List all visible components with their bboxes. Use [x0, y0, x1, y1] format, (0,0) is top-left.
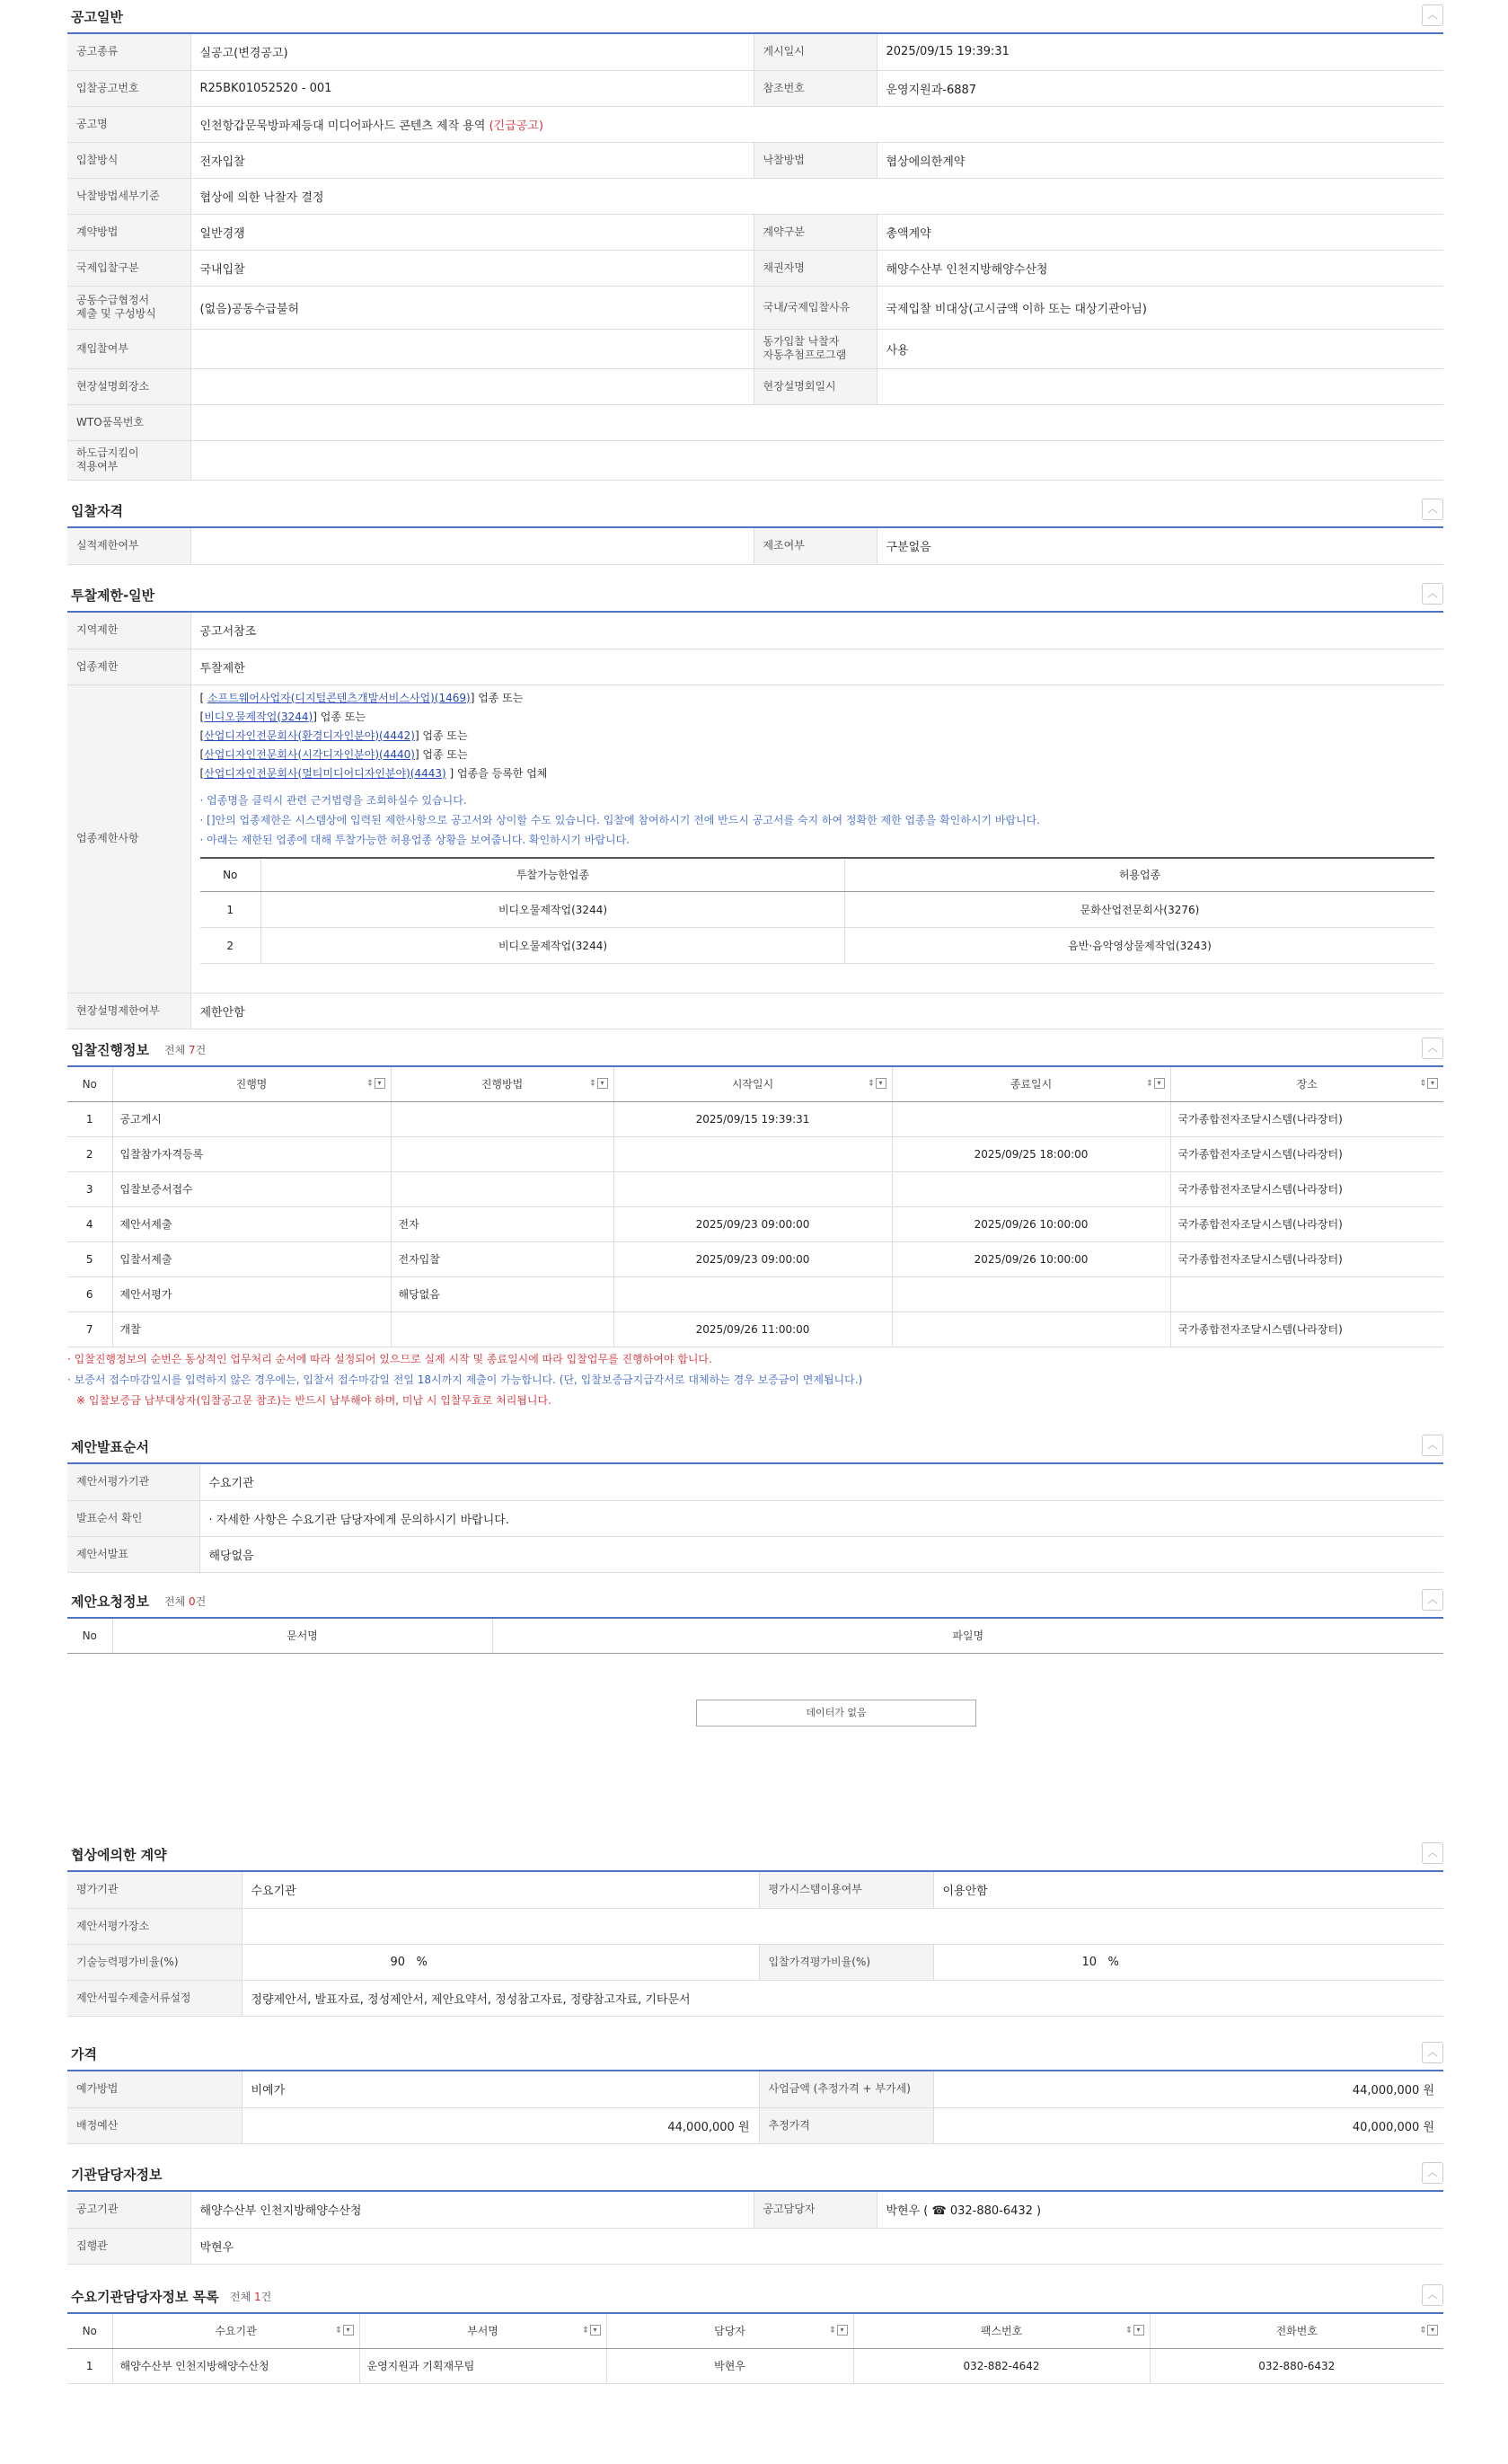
label: 입찰방식 [67, 142, 190, 178]
value: · 자세한 사항은 수요기관 담당자에게 문의하시기 바랍니다. [199, 1500, 1443, 1536]
section-title: 제안발표순서 [71, 1439, 149, 1455]
label: 평가시스템이용여부 [759, 1872, 933, 1908]
cell: 입찰보증서접수 [112, 1171, 391, 1206]
value: 이용안함 [933, 1872, 1443, 1908]
header-label: 장소 [1296, 1078, 1318, 1091]
column-header-sortable[interactable] [892, 1067, 1170, 1101]
value: 해양수산부 인천지방해양수산청 [877, 250, 1443, 286]
value [877, 368, 1443, 404]
section-title: 입찰진행정보 [71, 1042, 149, 1058]
section-presentation [67, 1428, 1443, 1573]
cell: 입찰참가자격등록 [112, 1136, 391, 1171]
label: 업종제한 [67, 649, 190, 684]
label: 실적제한여부 [67, 528, 190, 564]
cell: 비디오물제작업(3244) [261, 928, 845, 964]
label: 참조번호 [754, 70, 877, 106]
cell [892, 1276, 1170, 1311]
note: ※ 입찰보증금 납부대상자(입찰공고문 참조)는 반드시 납부해야 하며, 미납 시 입찰무효로 처리됩니다. [76, 1393, 551, 1407]
cell: 음반·음악영상물제작업(3243) [845, 928, 1435, 964]
sort-icon[interactable]: ⇕ ▾ [335, 2325, 354, 2336]
cell: 국가종합전자조달시스템(나라장터) [1170, 1241, 1443, 1276]
sort-icon[interactable]: ⇕ ▾ [1419, 2325, 1438, 2336]
count-number: 0 [189, 1595, 196, 1608]
cell: 공고게시 [112, 1101, 391, 1136]
count-prefix: 전체 [164, 1044, 189, 1056]
cell: 운영지원과 기획재무팀 [359, 2348, 606, 2383]
bracket: [ [199, 729, 205, 742]
section-title: 투찰제한-일반 [71, 587, 155, 604]
sort-icon[interactable]: ⇕ ▾ [1125, 2325, 1144, 2336]
sort-icon[interactable]: ⇕ ▾ [366, 1078, 385, 1089]
count-prefix: 전체 [164, 1595, 189, 1608]
sort-icon[interactable]: ⇕ ▾ [582, 2325, 601, 2336]
chevron-up-icon[interactable]: ︿ [1422, 1038, 1443, 1059]
label: 현장설명제한여부 [67, 993, 190, 1029]
cell: 제안서제출 [112, 1206, 391, 1241]
section-title: 입찰자격 [71, 503, 123, 519]
value: 실공고(변경공고) [190, 34, 754, 70]
label: 현장설명회장소 [67, 368, 190, 404]
header-label: 부서명 [467, 2325, 498, 2338]
label: 입찰공고번호 [67, 70, 190, 106]
notice-name [190, 106, 1443, 142]
label: 사업금액 (추정가격 + 부가세) [759, 2071, 933, 2107]
no-data-message: 데이터가 없음 [696, 1700, 976, 1727]
industry-line [200, 746, 1435, 764]
section-title: 제안요청정보 [71, 1594, 149, 1610]
value: 국제입찰 비대상(고시금액 이하 또는 대상기관아님) [877, 286, 1443, 329]
header-label: 팩스번호 [980, 2325, 1023, 2338]
allowed-industry-table [200, 857, 1435, 965]
cell [613, 1171, 892, 1206]
proposal-table [67, 1619, 1443, 1654]
column-header-sortable[interactable] [606, 2314, 853, 2348]
sort-icon[interactable]: ⇕ ▾ [589, 1078, 608, 1089]
chevron-up-icon[interactable]: ︿ [1422, 1842, 1443, 1864]
section-title: 기관담당자정보 [71, 2167, 163, 2183]
total-count [230, 2289, 271, 2304]
note-text: 아래는 제한된 업종에 대해 투찰가능한 허용업종 상황을 보여줍니다. 확인하시기 바랍니다. [207, 833, 631, 846]
chevron-up-icon[interactable]: ︿ [1422, 4, 1443, 26]
contact-value: 박현우 ( ☎ 032-880-6432 ) [877, 2192, 1443, 2228]
column-header-sortable[interactable] [112, 2314, 359, 2348]
label: 제안서평가장소 [67, 1908, 242, 1944]
sort-icon[interactable]: ⇕ ▾ [829, 2325, 848, 2336]
value: 정량제안서, 발표자료, 정성제안서, 제안요약서, 정성참고자료, 정량참고자료, 기타문서 [242, 1980, 1443, 2016]
table-row [67, 1101, 1443, 1136]
value: 협상에 의한 낙찰자 결정 [190, 178, 1443, 214]
value: 해당없음 [199, 1536, 1443, 1572]
value: 2025/09/15 19:39:31 [877, 34, 1443, 70]
value: 44,000,000 원 [933, 2071, 1443, 2107]
value: 전자입찰 [190, 142, 754, 178]
chevron-up-icon[interactable]: ︿ [1422, 2284, 1443, 2306]
urgent-badge: (긴급공고) [489, 119, 543, 133]
cell [1170, 1276, 1443, 1311]
value-percent [242, 1944, 759, 1980]
column-header: No [200, 858, 261, 892]
section-proposal-request [67, 1583, 1443, 1834]
table-row [67, 1241, 1443, 1276]
label: 국제입찰구분 [67, 250, 190, 286]
value: (없음)공동수급불허 [190, 286, 754, 329]
value [190, 528, 754, 564]
cell: 2025/09/15 19:39:31 [613, 1101, 892, 1136]
bracket: [ [199, 710, 205, 723]
industry-line [200, 689, 1435, 708]
cell: 국가종합전자조달시스템(나라장터) [1170, 1136, 1443, 1171]
label: 추정가격 [759, 2107, 933, 2143]
cell [391, 1136, 613, 1171]
chevron-up-icon[interactable]: ︿ [1422, 499, 1443, 520]
industry-link[interactable]: 소프트웨어사업자(디지털콘텐츠개발서비스사업)(1469) [207, 691, 471, 704]
column-header-sortable[interactable] [1150, 2314, 1443, 2348]
chevron-up-icon[interactable]: ︿ [1422, 1435, 1443, 1456]
industry-link[interactable]: 산업디자인전문회사(환경디자인분야)(4442) [204, 729, 415, 742]
percent-value: 90 [390, 1955, 406, 1969]
sort-icon[interactable]: ⇕ ▾ [868, 1078, 886, 1089]
label: 제안서평가기관 [67, 1464, 199, 1500]
cell: 2025/09/26 10:00:00 [892, 1241, 1170, 1276]
cell: 해당없음 [391, 1276, 613, 1311]
chevron-up-icon[interactable]: ︿ [1422, 1589, 1443, 1611]
label: 채권자명 [754, 250, 877, 286]
cell: 국가종합전자조달시스템(나라장터) [1170, 1171, 1443, 1206]
cell: 2025/09/23 09:00:00 [613, 1206, 892, 1241]
count-number: 7 [189, 1044, 196, 1056]
cell: 국가종합전자조달시스템(나라장터) [1170, 1311, 1443, 1347]
sort-icon[interactable]: ⇕ ▾ [1146, 1078, 1165, 1089]
value: 수요기관 [242, 1872, 759, 1908]
section-title: 협상에의한 계약 [71, 1847, 167, 1863]
cell: 1 [67, 1101, 112, 1136]
note-text: 업종명을 클릭시 관련 근거법령을 조회하실수 있습니다. [207, 793, 467, 807]
suffix: ] 업종 또는 [313, 710, 366, 723]
count-prefix: 전체 [230, 2291, 254, 2303]
cell [391, 1101, 613, 1136]
cell: 해양수산부 인천지방해양수산청 [112, 2348, 359, 2383]
industry-line [200, 727, 1435, 746]
cell: 3 [67, 1171, 112, 1206]
value: 44,000,000 원 [242, 2107, 759, 2143]
section-qualification [67, 492, 1443, 565]
cell: 문화산업전문회사(3276) [845, 892, 1435, 928]
value: 국내입찰 [190, 250, 754, 286]
column-header-sortable[interactable] [359, 2314, 606, 2348]
cell: 2025/09/26 11:00:00 [613, 1311, 892, 1347]
notice-title: 인천항갑문묵방파제등대 미디어파사드 콘텐츠 제작 용역 [199, 119, 486, 133]
label: 공고명 [67, 106, 190, 142]
bracket: [ [199, 766, 205, 780]
label: 공동수급협정서 제출 및 구성방식 [67, 286, 190, 329]
cell: 1 [200, 892, 261, 928]
negotiation-table [67, 1872, 1443, 2017]
header-label: 진행명 [235, 1078, 268, 1091]
section-general [67, 0, 1443, 481]
table-row [67, 2348, 1443, 2383]
count-suffix: 건 [195, 1595, 207, 1608]
cell [613, 1276, 892, 1311]
value: 투찰제한 [190, 649, 1443, 684]
cell: 2025/09/26 10:00:00 [892, 1206, 1170, 1241]
cell: 032-880-6432 [1150, 2348, 1443, 2383]
label: 계약방법 [67, 214, 190, 250]
header-label: 진행방법 [481, 1078, 524, 1091]
label: 발표순서 확인 [67, 1500, 199, 1536]
percent-unit: % [416, 1955, 428, 1969]
column-header: No [67, 1067, 112, 1101]
value: 협상에의한계약 [877, 142, 1443, 178]
cell [892, 1101, 1170, 1136]
table-row [67, 1311, 1443, 1347]
label: 지역제한 [67, 613, 190, 649]
label: WTO품목번호 [67, 404, 190, 440]
value: 제한안함 [190, 993, 1443, 1029]
column-header-sortable[interactable] [1170, 1067, 1443, 1101]
bracket: [ [199, 691, 207, 704]
label: 공고담당자 [754, 2192, 877, 2228]
value: 공고서참조 [190, 613, 1443, 649]
restriction-table [67, 613, 1443, 1029]
cell: 1 [67, 2348, 112, 2383]
presentation-table [67, 1464, 1443, 1573]
header-label: 종료일시 [1010, 1078, 1053, 1091]
section-restriction [67, 577, 1443, 1029]
cell: 032-882-4642 [853, 2348, 1150, 2383]
column-header-sortable[interactable] [853, 2314, 1150, 2348]
label: 낙찰방법세부기준 [67, 178, 190, 214]
total-count [164, 1042, 206, 1057]
column-header: 파일명 [492, 1619, 1443, 1653]
label: 제조여부 [754, 528, 877, 564]
industry-detail [190, 684, 1443, 993]
cell [391, 1311, 613, 1347]
label: 집행관 [67, 2228, 190, 2264]
industry-link[interactable]: 비디오물제작업(3244) [204, 710, 313, 723]
restriction-notes [200, 790, 1435, 850]
value [190, 404, 1443, 440]
qualification-table [67, 528, 1443, 565]
table-row [200, 892, 1435, 928]
progress-table [67, 1067, 1443, 1347]
chevron-up-icon[interactable]: ︿ [1422, 2162, 1443, 2184]
bracket: [ [199, 747, 205, 761]
label: 업종제한사항 [67, 684, 190, 993]
cell [391, 1171, 613, 1206]
value: 운영지원과-6887 [877, 70, 1443, 106]
value: 구분없음 [877, 528, 1443, 564]
table-row [67, 1276, 1443, 1311]
label: 예가방법 [67, 2071, 242, 2107]
cell: 국가종합전자조달시스템(나라장터) [1170, 1101, 1443, 1136]
cell: 4 [67, 1206, 112, 1241]
label: 입찰가격평가비율(%) [759, 1944, 933, 1980]
header-label: 전화번호 [1275, 2325, 1318, 2338]
count-suffix: 건 [260, 2291, 272, 2303]
chevron-up-icon[interactable]: ︿ [1422, 583, 1443, 605]
label: 기술능력평가비율(%) [67, 1944, 242, 1980]
percent-unit: % [1107, 1955, 1119, 1969]
value: 박현우 [190, 2228, 1443, 2264]
count-number: 1 [254, 2291, 261, 2303]
section-title: 수요기관담당자정보 목록 [71, 2289, 219, 2305]
cell: 6 [67, 1276, 112, 1311]
note-text: []안의 업종제한은 시스템상에 입력된 제한사항으로 공고서와 상이할 수도 있습니다. 입찰에 참여하시기 전에 반드시 공고서를 숙지 하여 정확한 제한 업종을 확인하시기 바랍니다. [207, 813, 1041, 826]
value: 일반경쟁 [190, 214, 754, 250]
label: 하도급지킴이 적용여부 [67, 440, 190, 480]
label: 게시일시 [754, 34, 877, 70]
section-demand-contacts [67, 2278, 1443, 2384]
section-agency-contact [67, 2156, 1443, 2265]
header-label: 수요기관 [215, 2325, 257, 2338]
note: · 업종명을 클릭시 관련 근거법령을 조회하실수 있습니다. [199, 793, 467, 807]
cell: 제안서평가 [112, 1276, 391, 1311]
industry-list [200, 689, 1435, 783]
value: 수요기관 [199, 1464, 1443, 1500]
suffix: ] 업종 또는 [414, 729, 468, 742]
label: 동가입찰 낙찰자 자동추첨프로그램 [754, 329, 877, 368]
cell: 비디오물제작업(3244) [261, 892, 845, 928]
section-price [67, 2036, 1443, 2144]
agency-table [67, 2192, 1443, 2265]
chevron-up-icon[interactable]: ︿ [1422, 2042, 1443, 2063]
label: 재입찰여부 [67, 329, 190, 368]
table-row [67, 1136, 1443, 1171]
label: 제안서필수제출서류설정 [67, 1980, 242, 2016]
value-percent [933, 1944, 1443, 1980]
cell [613, 1136, 892, 1171]
value [190, 440, 1443, 480]
cell: 5 [67, 1241, 112, 1276]
cell: 2 [200, 928, 261, 964]
price-table [67, 2071, 1443, 2144]
industry-link[interactable]: 산업디자인전문회사(멀티미디어디자인분야)(4443) [204, 766, 446, 780]
column-header-sortable[interactable] [112, 1067, 391, 1101]
label: 제안서발표 [67, 1536, 199, 1572]
cell: 2025/09/25 18:00:00 [892, 1136, 1170, 1171]
table-row [67, 1206, 1443, 1241]
suffix: ] 업종을 등록한 업체 [445, 766, 548, 780]
progress-notes [67, 1349, 1443, 1411]
cell: 국가종합전자조달시스템(나라장터) [1170, 1206, 1443, 1241]
value: 총액계약 [877, 214, 1443, 250]
header-label: 시작일시 [731, 1078, 774, 1091]
suffix: ] 업종 또는 [414, 747, 468, 761]
cell: 개찰 [112, 1311, 391, 1347]
cell [892, 1311, 1170, 1347]
header-label: 담당자 [714, 2325, 745, 2338]
value: 비예가 [242, 2071, 759, 2107]
value [242, 1908, 1443, 1944]
table-row [200, 928, 1435, 964]
value: R25BK01052520 - 001 [190, 70, 754, 106]
column-header: No [67, 2314, 112, 2348]
percent-value: 10 [1081, 1955, 1098, 1969]
cell [892, 1171, 1170, 1206]
value [190, 329, 754, 368]
total-count [164, 1594, 206, 1609]
column-header-sortable[interactable] [391, 1067, 613, 1101]
label: 공고기관 [67, 2192, 190, 2228]
note: · []안의 업종제한은 시스템상에 입력된 제한사항으로 공고서와 상이할 수도 있습니다. 입찰에 참여하시기 전에 반드시 공고서를 숙지 하여 정확한 제한 업종을 확인하시기 바랍니다. [199, 813, 1041, 826]
count-suffix: 건 [195, 1044, 207, 1056]
note: · 보증서 접수마감일시를 입력하지 않은 경우에는, 입찰서 접수마감일 전일 18시까지 제출이 가능합니다. (단, 입찰보증금지급각서로 대체하는 경우 보증금이 면제됩니다.) [67, 1373, 863, 1386]
column-header-sortable[interactable] [613, 1067, 892, 1101]
note: · 아래는 제한된 업종에 대해 투찰가능한 허용업종 상황을 보여줍니다. 확인하시기 바랍니다. [199, 833, 631, 846]
label: 국내/국제입찰사유 [754, 286, 877, 329]
general-table [67, 34, 1443, 481]
section-progress [67, 1031, 1443, 1411]
value: 사용 [877, 329, 1443, 368]
label: 공고종류 [67, 34, 190, 70]
sort-icon[interactable]: ⇕ ▾ [1419, 1078, 1438, 1089]
label: 계약구분 [754, 214, 877, 250]
column-header: 허용업종 [845, 858, 1435, 892]
column-header: 투찰가능한업종 [261, 858, 845, 892]
cell: 전자 [391, 1206, 613, 1241]
column-header: 문서명 [112, 1619, 492, 1653]
suffix: ] 업종 또는 [470, 691, 524, 704]
section-title: 가격 [71, 2046, 97, 2062]
section-negotiation [67, 1836, 1443, 2017]
cell: 2025/09/23 09:00:00 [613, 1241, 892, 1276]
label: 배정예산 [67, 2107, 242, 2143]
value [190, 368, 754, 404]
demand-contacts-table [67, 2314, 1443, 2384]
cell: 2 [67, 1136, 112, 1171]
column-header: No [67, 1619, 112, 1653]
cell: 박현우 [606, 2348, 853, 2383]
value: 40,000,000 원 [933, 2107, 1443, 2143]
table-row [67, 1171, 1443, 1206]
industry-line [200, 764, 1435, 783]
industry-line [200, 708, 1435, 727]
cell: 전자입찰 [391, 1241, 613, 1276]
label: 현장설명회일시 [754, 368, 877, 404]
industry-link[interactable]: 산업디자인전문회사(시각디자인분야)(4440) [204, 747, 415, 761]
label: 낙찰방법 [754, 142, 877, 178]
note: · 입찰진행정보의 순번은 동상적인 업무처리 순서에 따라 설정되어 있으므로 실제 시작 및 종료일시에 따라 입찰업무를 진행하여야 합니다. [67, 1352, 712, 1365]
cell: 7 [67, 1311, 112, 1347]
value: 해양수산부 인천지방해양수산청 [190, 2192, 754, 2228]
cell: 입찰서제출 [112, 1241, 391, 1276]
section-title: 공고일반 [71, 9, 123, 25]
label: 평가기관 [67, 1872, 242, 1908]
